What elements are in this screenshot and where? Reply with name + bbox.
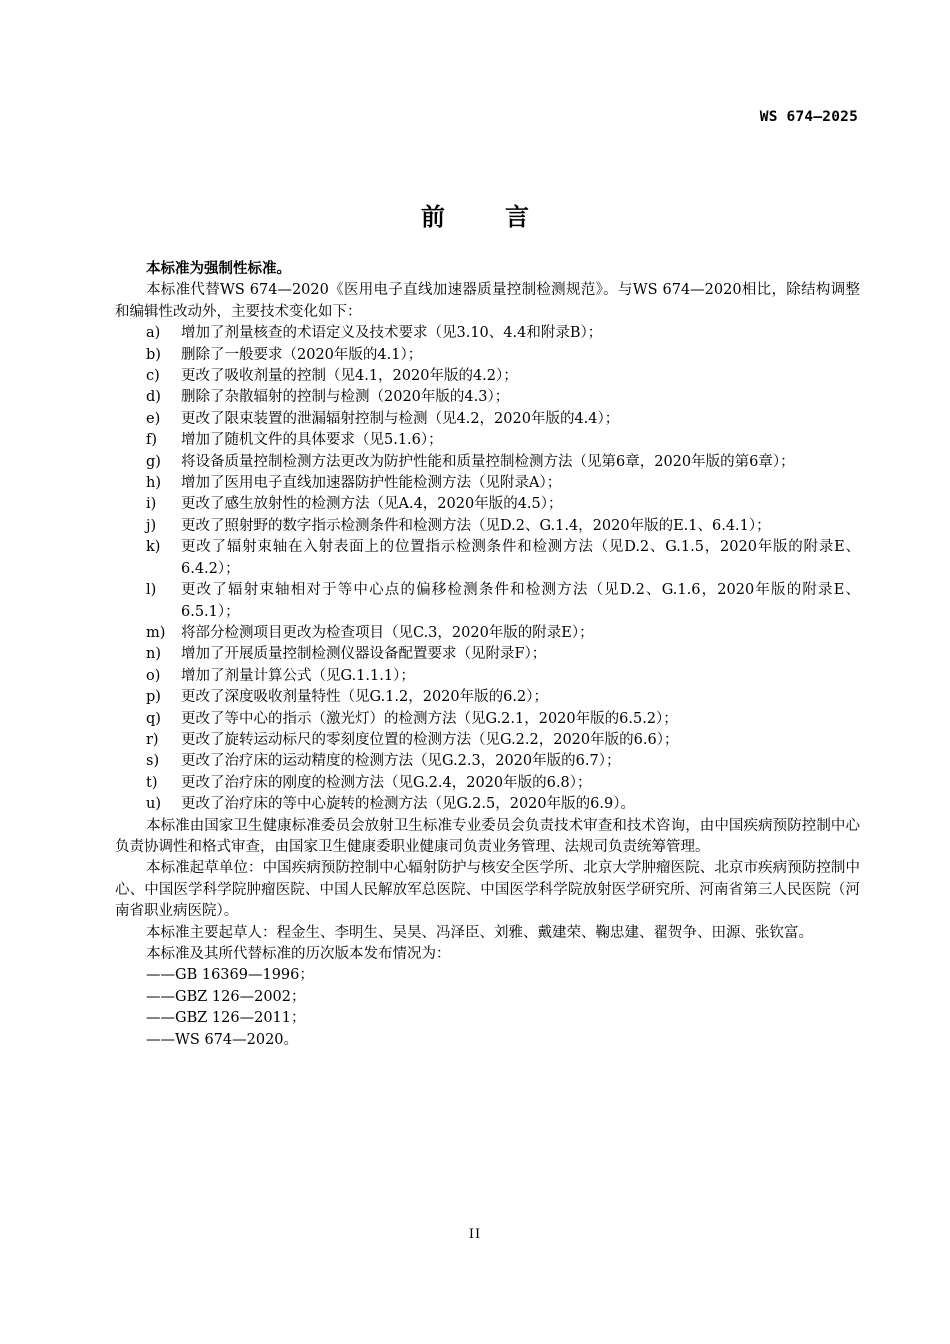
item-label: u) xyxy=(146,796,161,813)
item-text: 更改了限束装置的泄漏辐射控制与检测（见4.2，2020年版的4.4）； xyxy=(181,410,620,427)
item-text: 更改了旋转运动标尺的零刻度位置的检测方法（见G.2.2，2020年版的6.6）； xyxy=(181,731,679,748)
list-item xyxy=(115,644,860,665)
item-text: 更改了治疗床的等中心旋转的检测方法（见G.2.5，2020年版的6.9）。 xyxy=(181,796,635,813)
item-text: 将设备质量控制检测方法更改为防护性能和质量控制检测方法（见第6章，2020年版的第6章）； xyxy=(181,453,795,470)
page-title: 前 言 xyxy=(421,203,547,231)
list-item xyxy=(115,580,860,623)
changes-list xyxy=(115,323,860,815)
history-intro: 本标准及其所代替标准的历次版本发布情况为： xyxy=(146,946,451,962)
item-label: a) xyxy=(146,325,161,342)
list-item xyxy=(115,751,860,772)
item-text: 删除了一般要求（2020年版的4.1）； xyxy=(181,346,423,363)
item-text: 增加了开展质量控制检测仪器设备配置要求（见附录F）； xyxy=(181,646,547,663)
item-label: i) xyxy=(146,496,157,513)
item-label: r) xyxy=(146,731,159,748)
item-label: q) xyxy=(146,710,161,727)
document-body xyxy=(115,259,860,1051)
item-label: k) xyxy=(146,539,161,556)
item-text: 更改了照射野的数字指示检测条件和检测方法（见D.2、G.1.4，2020年版的E.1、6.4.1）； xyxy=(181,517,771,534)
item-label: b) xyxy=(146,346,161,363)
list-item xyxy=(115,666,860,687)
list-item xyxy=(115,366,860,387)
item-label: c) xyxy=(146,368,160,385)
list-item xyxy=(115,794,860,815)
responsibility-paragraph: 本标准由国家卫生健康标准委员会放射卫生标准专业委员会负责技术审查和技术咨询，由中国疾病预防控制中心负责协调性和格式审查，由国家卫生健康委职业健康司负责业务管理、法规司负责统筹管理。 xyxy=(115,817,860,855)
item-label: f) xyxy=(146,432,158,449)
item-text: 更改了辐射束轴在入射表面上的位置指示检测条件和检测方法（见D.2、G.1.5，2020年版的附录E、6.4.2）； xyxy=(181,539,860,577)
item-text: 更改了吸收剂量的控制（见4.1，2020年版的4.2）； xyxy=(181,368,518,385)
item-text: 将部分检测项目更改为检查项目（见C.3，2020年版的附录E）； xyxy=(181,624,594,641)
item-text: 增加了医用电子直线加速器防护性能检测方法（见附录A）； xyxy=(181,475,562,492)
item-label: g) xyxy=(146,453,161,470)
history-list xyxy=(115,965,860,1051)
list-item xyxy=(115,623,860,644)
item-text: 增加了随机文件的具体要求（见5.1.6）； xyxy=(181,432,443,449)
list-item xyxy=(115,409,860,430)
item-label: t) xyxy=(146,774,158,791)
item-label: s) xyxy=(146,753,160,770)
list-item xyxy=(115,452,860,473)
item-text: 增加了剂量计算公式（见G.1.1.1）； xyxy=(181,667,415,684)
page-number: II xyxy=(468,1227,482,1242)
list-item xyxy=(115,323,860,344)
list-item xyxy=(115,730,860,751)
item-text: 更改了治疗床的刚度的检测方法（见G.2.4，2020年版的6.8）； xyxy=(181,774,592,791)
item-text: 更改了深度吸收剂量特性（见G.1.2，2020年版的6.2）； xyxy=(181,689,548,706)
item-text: 更改了治疗床的运动精度的检测方法（见G.2.3，2020年版的6.7）； xyxy=(181,753,621,770)
list-item xyxy=(115,516,860,537)
item-label: h) xyxy=(146,475,161,492)
item-text: 增加了剂量核查的术语定义及技术要求（见3.10、4.4和附录B）； xyxy=(181,325,603,342)
list-item xyxy=(115,387,860,408)
replacement-statement: 本标准代替WS 674—2020《医用电子直线加速器质量控制检测规范》。与WS 674—2020相比，除结构调整和编辑性改动外，主要技术变化如下： xyxy=(115,282,860,320)
list-item xyxy=(115,473,860,494)
mandatory-statement: 本标准为强制性标准。 xyxy=(146,261,291,277)
history-item: ——GB 16369—1996； xyxy=(146,967,314,984)
list-item xyxy=(115,687,860,708)
list-item xyxy=(115,345,860,366)
list-item xyxy=(115,430,860,451)
item-label: m) xyxy=(146,624,166,641)
drafters-paragraph: 本标准主要起草人：程金生、李明生、吴昊、冯泽臣、刘雅、戴建荣、鞠忠建、翟贺争、田源、张钦富。 xyxy=(146,924,813,941)
item-label: o) xyxy=(146,667,161,684)
history-item: ——GBZ 126—2002； xyxy=(146,988,306,1005)
item-text: 更改了等中心的指示（激光灯）的检测方法（见G.2.1，2020年版的6.5.2）； xyxy=(181,710,678,727)
item-label: l) xyxy=(146,582,157,599)
item-text: 删除了杂散辐射的控制与检测（2020年版的4.3）； xyxy=(181,389,510,406)
list-item xyxy=(115,773,860,794)
item-label: j) xyxy=(146,517,157,534)
list-item xyxy=(115,709,860,730)
list-item xyxy=(115,537,860,580)
history-item: ——WS 674—2020。 xyxy=(146,1031,299,1048)
item-text: 更改了感生放射性的检测方法（见A.4，2020年版的4.5）； xyxy=(181,496,563,513)
history-item: ——GBZ 126—2011； xyxy=(146,1010,306,1027)
item-text: 更改了辐射束轴相对于等中心点的偏移检测条件和检测方法（见D.2、G.1.6，2020年版的附录E、6.5.1）； xyxy=(181,582,860,620)
item-label: p) xyxy=(146,689,161,706)
item-label: n) xyxy=(146,646,161,663)
drafting-units-paragraph: 本标准起草单位：中国疾病预防控制中心辐射防护与核安全医学所、北京大学肿瘤医院、北京市疾病预防控制中心、中国医学科学院肿瘤医院、中国人民解放军总医院、中国医学科学院放射医学研究所、河南省第三人民医院（河南省职业病医院）。 xyxy=(115,860,860,920)
list-item xyxy=(115,494,860,515)
standard-code: WS 674—2025 xyxy=(759,109,858,125)
item-label: d) xyxy=(146,389,161,406)
item-label: e) xyxy=(146,410,161,427)
